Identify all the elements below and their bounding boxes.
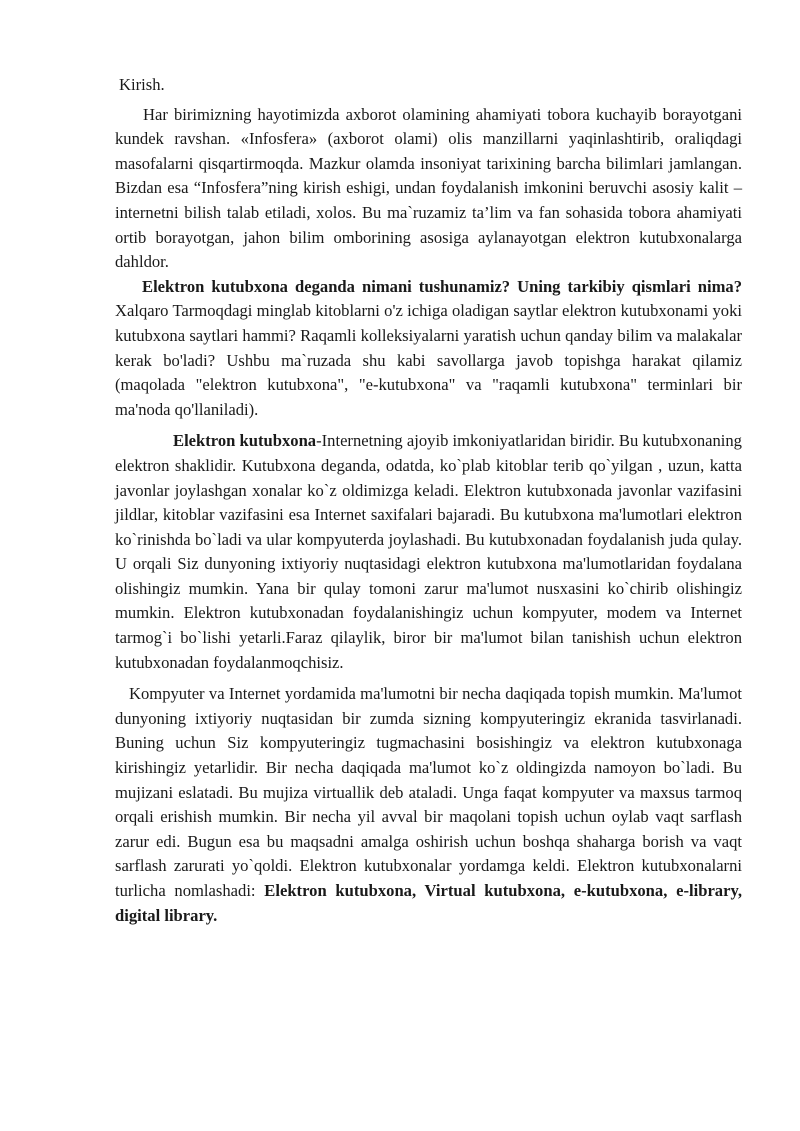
paragraph-elektron-kutubxona-text: -Internetning ajoyib imkoniyatlaridan biridir. Bu kutubxonaning elektron shaklidir. Kutubxona deganda, odatda, ko`plab kitoblar terib qo`yilgan , uzun, katta javonlar joylashgan xonalar ko`z oldimizga keladi. Elektron kutubxonada javonlar vazifasini jildlar, kitoblar vazifasini esa Internet saxifalari bajaradi. Bu kutubxona ma'lumotlari elektron ko`rinishda bo`ladi va ular kompyuterda joylashadi. Bu kutubxonadan foydalanish juda qulay. U orqali Siz dunyoning ixtiyoriy nuqtasidagi elektron kutubxona ma'lumotlaridan foydalana olishingiz mumkin. Yana bir qulay tomoni zarur ma'lumot nusxasini ko`chirib olishingiz mumkin. Elektron kutubxonadan foydalanishingiz uchun kompyuter, modem va Internet tarmog`i bo`lishi yetarli.Faraz qilaylik, biror bir ma'lumot bilan tanishish uchun elektron kutubxonadan foydalanmoqchisiz. [115, 431, 742, 672]
paragraph-intro-text: Har birimizning hayotimizda axborot olamining ahamiyati tobora kuchayib borayotgani kundek ravshan. «Infosfera» (axborot olami) olis manzillarni yaqinlashtirib, oraliqdagi masofalarni qisqartirmoqda. Mazkur olamda insoniyat tarixining barcha bilimlari jamlangan. Bizdan esa “Infosfera”ning kirish eshigi, undan foydalanish imkonini beruvchi asosiy kalit – internetni bilish talab etiladi, xolos. Bu ma`ruzamiz ta’lim va fan sohasida tobora ahamiyati ortib borayotgan, jahon bilim omborining asosiga aylanayotgan elektron kutubxonalarga dahldor. [115, 104, 742, 272]
paragraph-question-text: Xalqaro Tarmoqdagi minglab kitoblarni o'z ichiga oladigan saytlar elektron kutubxonami yoki kutubxona saytlari hammi? Raqamli kolleksiyalarni yaratish uchun qanday bilim va malakalar kerak bo'ladi? Ushbu ma`ruzada shu kabi savollarga javob topishga harakat qilamiz (maqolada "elektron kutubxona", "e-kutubxona" va "raqamli kutubxona" terminlari bir ma'noda qo'llaniladi). [115, 301, 742, 419]
paragraph-intro [115, 103, 742, 275]
paragraph-definition-question [115, 275, 742, 423]
paragraph-internet-search-text: Kompyuter va Internet yordamida ma'lumotni bir necha daqiqada topish mumkin. Ma'lumot dunyoning ixtiyoriy nuqtasidan bir zumda sizning kompyuteringiz ekranida tasvirlanadi. Buning uchun Siz kompyuteringiz tugmachasini bosishingiz va elektron kutubxonaga kirishingiz yetarlidir. Bir necha daqiqada ma'lumot ko`z oldingizda namoyon bo`ladi. Bu mujizani eslatadi. Bu mujiza virtuallik deb ataladi. Unga faqat kompyuter va maxsus tarmoq orqali erishish mumkin. Bir necha yil avval bir maqolani topish uchun oylab vaqt sarflash zarur edi. Bugun esa bu maqsadni amalga oshirish uchun boshqa shaharga borish va vaqt sarflash zarurati yo`qoldi. Elektron kutubxonalar yordamga keldi. Elektron kutubxonalarni turlicha nomlashadi: [115, 684, 742, 900]
paragraph-internet-search [115, 682, 742, 928]
paragraph-elektron-kutubxona [115, 429, 742, 675]
section-heading: Kirish. [119, 75, 165, 94]
term-elektron-kutubxona: Elektron kutubxona [173, 431, 317, 451]
document-page [115, 73, 742, 928]
library-names-bold: Elektron kutubxona, Virtual kutubxona, e-kutubxona, e-library, digital library. [115, 881, 742, 925]
paragraph-question-bold: Elektron kutubxona deganda nimani tushunamiz? Uning tarkibiy qismlari nima? [142, 276, 742, 296]
